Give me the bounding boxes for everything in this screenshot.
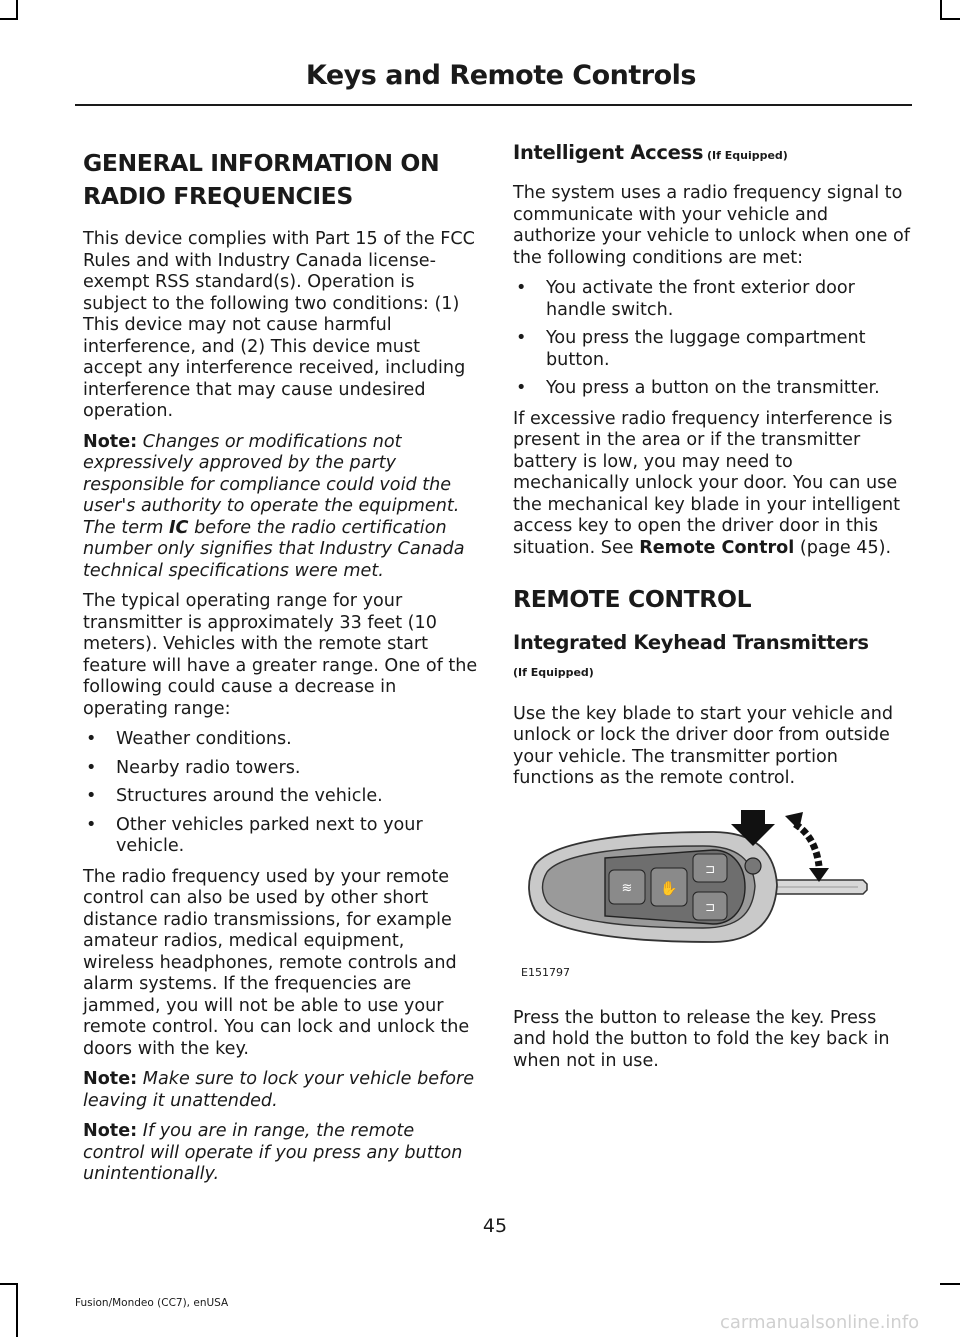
compliance-paragraph: This device complies with Part 15 of the FCC Rules and with Industry Canada license-exempt RSS standard(s). Operation is subject to the following two conditions: (1) This device may not cause harmful interference, and (2) This device must accept any interference received, including interference that may cause undesired operation. xyxy=(83,229,475,421)
range-paragraph: The typical operating range for your transmitter is approximately 33 feet (10 meters). Vehicles with the remote start feature will have a greater range. One of the following could cause a decrease in operating range: xyxy=(83,591,478,719)
running-header: Keys and Remote Controls xyxy=(305,60,696,91)
cross-reference-link[interactable]: Remote Control xyxy=(639,537,795,558)
unlock-conditions-list xyxy=(513,278,910,400)
crop-mark xyxy=(0,1283,18,1285)
note-in-range: Note: If you are in range, the remote control will operate if you press any button unintentionally. xyxy=(83,1121,463,1184)
svg-text:⊐: ⊐ xyxy=(704,899,716,914)
footer: Fusion/Mondeo (CC7), enUSA xyxy=(75,1297,229,1309)
release-key-paragraph: Press the button to release the key. Press and hold the button to fold the key back in when not in use. xyxy=(513,1007,890,1071)
list-item: • Nearby radio towers. xyxy=(86,757,301,778)
subheading-intelligent-access: Intelligent Access (If Equipped) xyxy=(513,141,788,164)
note-modifications: Note: Changes or modifications not expressively approved by the party responsible for compliance could void the user's authority to operate the equipment. The term IC before the radio certification number only signifies that Industry Canada technical specifications were met. xyxy=(83,431,465,581)
range-factors-list xyxy=(83,729,478,858)
list-item: • Structures around the vehicle. xyxy=(86,786,383,806)
svg-text:⊐: ⊐ xyxy=(704,861,716,876)
svg-text:✋: ✋ xyxy=(660,880,678,897)
keyhead-paragraph: Use the key blade to start your vehicle and unlock or lock the driver door from outside your vehicle. The transmitter portion functions as the remote control. xyxy=(513,703,894,788)
figure-id: E151797 xyxy=(521,965,570,979)
if-equipped-tag: (If Equipped) xyxy=(513,666,594,679)
list-item: • Weather conditions. xyxy=(86,729,292,749)
subheading-integrated-keyhead: Integrated Keyhead Transmitters xyxy=(513,631,869,654)
crop-mark xyxy=(940,1283,960,1285)
list-item: • Other vehicles parked next to your vehicle. xyxy=(86,814,423,856)
list-item: • You press the luggage compartment button. xyxy=(516,328,866,370)
key-illustration xyxy=(513,810,873,990)
watermark: carmanualsonline.info xyxy=(720,1312,920,1333)
header-rule xyxy=(75,104,912,106)
crop-mark xyxy=(940,0,942,20)
key-fob-drawing xyxy=(513,810,873,960)
section-heading-radio-frequencies: GENERAL INFORMATION ON RADIO FREQUENCIES xyxy=(83,149,440,210)
page-number: 45 xyxy=(482,1215,508,1237)
left-column xyxy=(83,140,478,1195)
svg-text:≋: ≋ xyxy=(621,880,633,896)
crop-mark xyxy=(16,0,18,20)
intelligent-access-paragraph: The system uses a radio frequency signal to communicate with your vehicle and authorize your vehicle to unlock when one of the following conditions are met: xyxy=(513,183,910,268)
crop-mark xyxy=(0,18,18,20)
list-item: • You press a button on the transmitter. xyxy=(516,378,880,398)
interference-paragraph: If excessive radio frequency interference is present in the area or if the transmitter battery is low, you may need to mechanically unlock your door. You can use the mechanical key blade in your intelligent access key to open the driver door in this situation. See Remote Control (page 45). xyxy=(513,408,901,558)
right-column xyxy=(513,140,910,1081)
frequency-paragraph: The radio frequency used by your remote control can also be used by other short distance radio transmissions, for example amateur radios, medical equipment, wireless headphones, remote controls and alarm systems. If the frequencies are jammed, you will not be able to use your remote control. You can lock and unlock the doors with the key. xyxy=(83,866,470,1059)
crop-mark xyxy=(940,18,960,20)
list-item: • You activate the front exterior door handle switch. xyxy=(516,278,855,320)
section-heading-remote-control: REMOTE CONTROL xyxy=(513,585,752,613)
crop-mark xyxy=(16,1283,18,1337)
note-lock-vehicle: Note: Make sure to lock your vehicle before leaving it unattended. xyxy=(83,1069,475,1111)
